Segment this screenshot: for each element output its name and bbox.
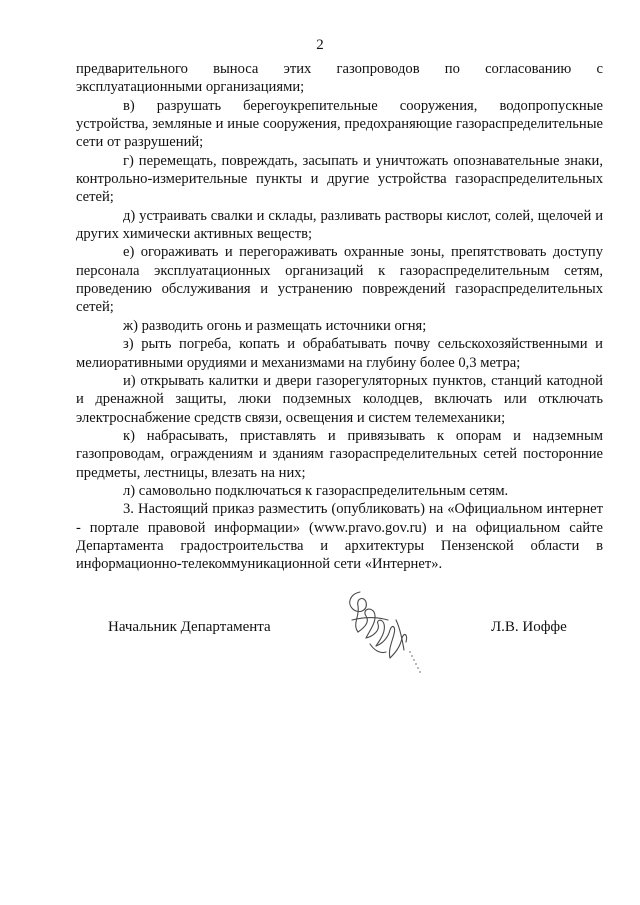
paragraph: ж) разводить огонь и размещать источники огня; bbox=[123, 317, 427, 334]
paragraph: в) разрушать берегоукрепительные сооружения, водопропускные устройства, земляные и иные сооружения, предохраняющие газораспределительные сети от разрушений; bbox=[76, 97, 603, 151]
paragraph: д) устраивать свалки и склады, разливать растворы кислот, солей, щелочей и других химически активных веществ; bbox=[76, 207, 603, 243]
paragraph: е) огораживать и перегораживать охранные зоны, препятствовать доступу персонала эксплуатационных организаций к газораспределительным сетям, проведению обслуживания и устранению повреждений газораспределительных сетей; bbox=[76, 244, 603, 316]
paragraph: и) открывать калитки и двери газорегуляторных пунктов, станций катодной и дренажной защиты, люки подземных колодцев, включать или отключать электроснабжение средств связи, освещения и систем телемеханики; bbox=[76, 372, 603, 426]
paragraph: к) набрасывать, приставлять и привязывать к опорам и надземным газопроводам, ограждениям и зданиям газораспределительных сетей посторонние предметы, лестницы, влезать на них; bbox=[76, 427, 603, 481]
signatory-position: Начальник Департамента bbox=[108, 619, 271, 635]
paragraph: л) самовольно подключаться к газораспределительным сетям. bbox=[123, 482, 509, 499]
handwritten-signature bbox=[330, 580, 440, 680]
paragraph: 3. Настоящий приказ разместить (опубликовать) на «Официальном интернет - портале правовой информации» (www.pravo.gov.ru) и на официальном сайте Департамента градостроительства и архитектуры Пензенской области в информационно-телекоммуникационной сети «Интернет». bbox=[76, 501, 603, 573]
page-number: 2 bbox=[316, 37, 324, 53]
paragraph: г) перемещать, повреждать, засыпать и уничтожать опознавательные знаки, контрольно-измерительные пункты и другие устройства газораспределительных сетей; bbox=[76, 152, 603, 206]
document-body bbox=[76, 60, 603, 574]
signature-block bbox=[0, 580, 640, 690]
signatory-name: Л.В. Иоффе bbox=[491, 619, 567, 635]
paragraph: з) рыть погреба, копать и обрабатывать почву сельскохозяйственными и мелиоративными орудиями и механизмами на глубину более 0,3 метра; bbox=[76, 336, 603, 371]
paragraph: предварительного выноса этих газопроводов по согласованию с эксплуатационными организациями; bbox=[76, 61, 603, 96]
